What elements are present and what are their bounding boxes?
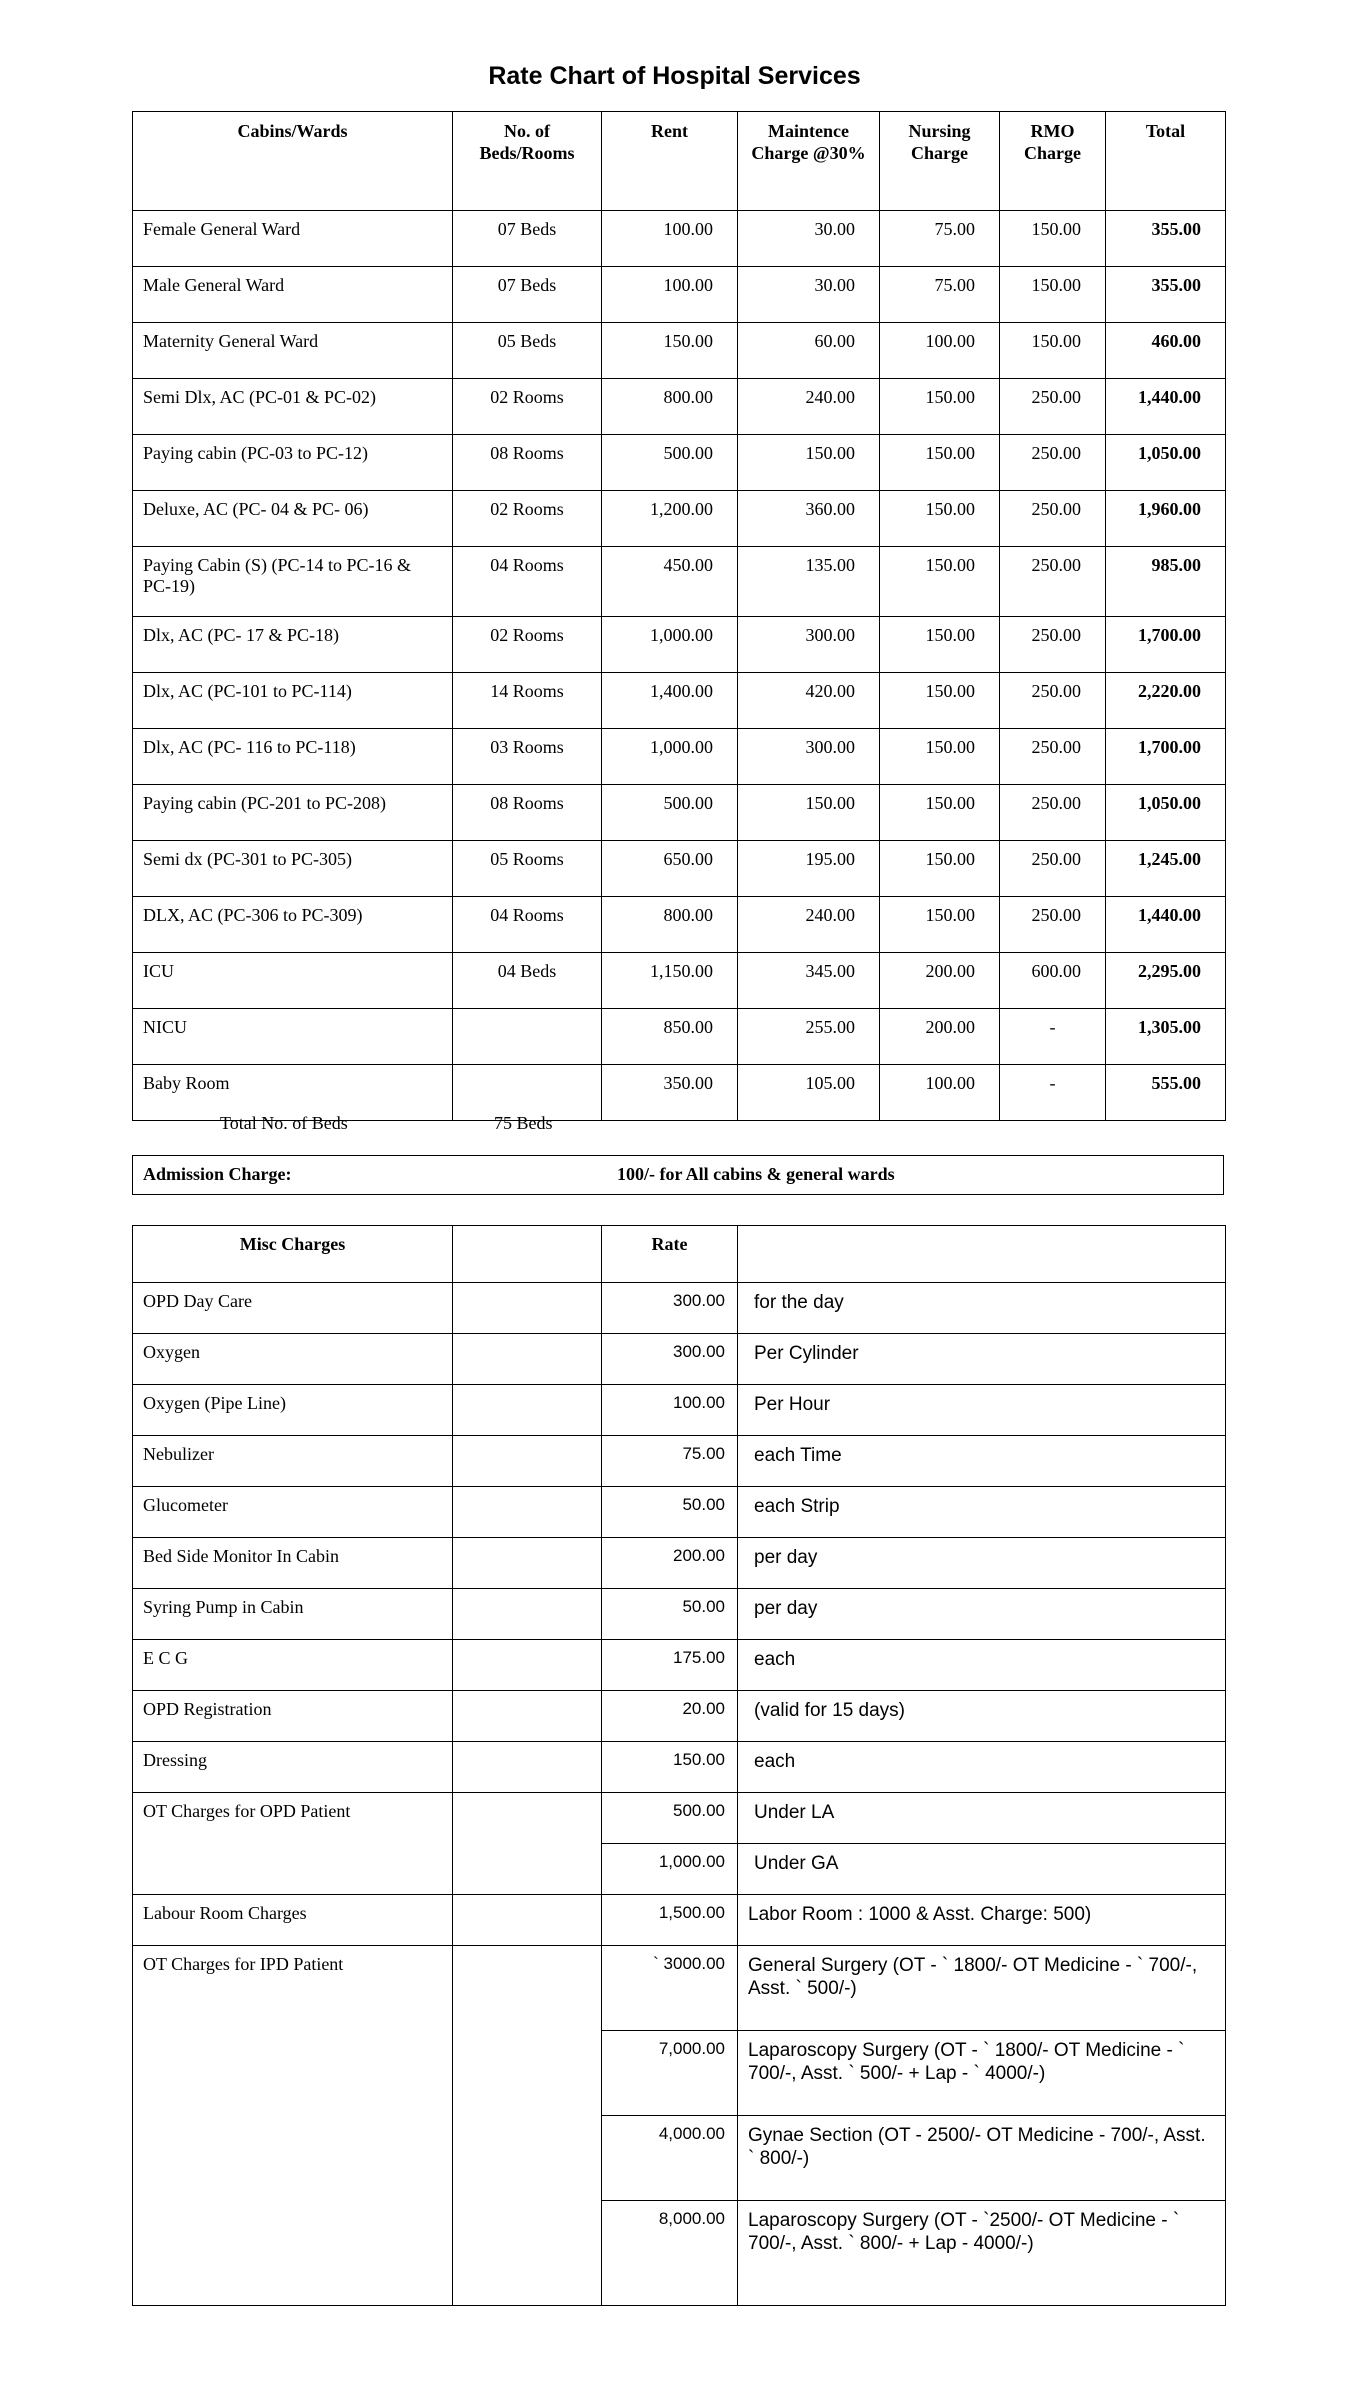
ward-name-cell: Deluxe, AC (PC- 04 & PC- 06) (133, 491, 453, 547)
maintenance-cell: 150.00 (738, 435, 880, 491)
misc-blank-cell (453, 1283, 602, 1334)
beds-rooms-cell: 08 Rooms (453, 435, 602, 491)
misc-desc-cell: Gynae Section (OT - 2500/- OT Medicine - 700/-, Asst. ` 800/-) (738, 2116, 1226, 2201)
maintenance-cell: 105.00 (738, 1065, 880, 1121)
table-row (133, 547, 1226, 617)
nursing-cell: 150.00 (880, 673, 1000, 729)
rent-cell: 100.00 (602, 211, 738, 267)
header-misc-desc (738, 1226, 1226, 1283)
header-rmo: RMO Charge (1000, 112, 1106, 211)
rent-cell: 450.00 (602, 547, 738, 617)
header-maintenance: Maintence Charge @30% (738, 112, 880, 211)
header-misc-blank (453, 1226, 602, 1283)
beds-rooms-cell: 04 Rooms (453, 897, 602, 953)
total-cell: 1,960.00 (1106, 491, 1226, 547)
misc-desc-cell: each Strip (738, 1487, 1226, 1538)
ward-name-cell: Dlx, AC (PC- 116 to PC-118) (133, 729, 453, 785)
total-cell: 2,220.00 (1106, 673, 1226, 729)
total-cell: 1,050.00 (1106, 785, 1226, 841)
table-row (133, 729, 1226, 785)
misc-rate-cell: 1,500.00 (602, 1895, 738, 1946)
rent-cell: 500.00 (602, 435, 738, 491)
maintenance-cell: 345.00 (738, 953, 880, 1009)
rmo-cell: 250.00 (1000, 617, 1106, 673)
maintenance-cell: 30.00 (738, 267, 880, 323)
misc-desc-cell: each (738, 1742, 1226, 1793)
nursing-cell: 200.00 (880, 953, 1000, 1009)
total-cell: 1,050.00 (1106, 435, 1226, 491)
admission-label: Admission Charge: (143, 1164, 292, 1184)
table-row (133, 1385, 1226, 1436)
header-rent: Rent (602, 112, 738, 211)
misc-blank-cell (453, 1334, 602, 1385)
beds-rooms-cell: 08 Rooms (453, 785, 602, 841)
table-row (133, 1691, 1226, 1742)
table-row (133, 1283, 1226, 1334)
misc-desc-cell: General Surgery (OT - ` 1800/- OT Medicine - ` 700/-, Asst. ` 500/-) (738, 1946, 1226, 2031)
table-row (133, 1946, 1226, 2031)
admission-value: 100/- for All cabins & general wards (617, 1164, 895, 1184)
table-row (133, 1334, 1226, 1385)
nursing-cell: 150.00 (880, 785, 1000, 841)
misc-charge-label: Dressing (133, 1742, 453, 1793)
misc-blank-cell (453, 1640, 602, 1691)
total-cell: 1,305.00 (1106, 1009, 1226, 1065)
misc-blank-cell (453, 1589, 602, 1640)
ward-name-cell: ICU (133, 953, 453, 1009)
header-misc-rate: Rate (602, 1226, 738, 1283)
misc-charge-label: Oxygen (133, 1334, 453, 1385)
misc-rate-cell: 1,000.00 (602, 1844, 738, 1895)
maintenance-cell: 255.00 (738, 1009, 880, 1065)
rmo-cell: 150.00 (1000, 211, 1106, 267)
total-cell: 2,295.00 (1106, 953, 1226, 1009)
beds-rooms-cell: 05 Beds (453, 323, 602, 379)
table-row (133, 1742, 1226, 1793)
table-row (133, 1538, 1226, 1589)
misc-desc-cell: Laparoscopy Surgery (OT - ` 1800/- OT Medicine - ` 700/-, Asst. ` 500/- + Lap - ` 4000/-) (738, 2031, 1226, 2116)
table-row (133, 435, 1226, 491)
rent-cell: 800.00 (602, 379, 738, 435)
header-beds-rooms: No. of Beds/Rooms (453, 112, 602, 211)
misc-charge-label: Glucometer (133, 1487, 453, 1538)
misc-blank-cell (453, 1691, 602, 1742)
ward-name-cell: Paying cabin (PC-201 to PC-208) (133, 785, 453, 841)
rent-cell: 1,000.00 (602, 729, 738, 785)
beds-rooms-cell: 03 Rooms (453, 729, 602, 785)
maintenance-cell: 60.00 (738, 323, 880, 379)
rmo-cell: 250.00 (1000, 379, 1106, 435)
misc-blank-cell (453, 1436, 602, 1487)
misc-desc-cell: Under LA (738, 1793, 1226, 1844)
misc-rate-cell: 50.00 (602, 1589, 738, 1640)
table-row (133, 1009, 1226, 1065)
rmo-cell: 250.00 (1000, 673, 1106, 729)
misc-rate-cell: 150.00 (602, 1742, 738, 1793)
rent-cell: 150.00 (602, 323, 738, 379)
rmo-cell: 250.00 (1000, 897, 1106, 953)
header-cabins-wards: Cabins/Wards (133, 112, 453, 211)
total-cell: 1,440.00 (1106, 897, 1226, 953)
beds-rooms-cell: 07 Beds (453, 211, 602, 267)
nursing-cell: 75.00 (880, 211, 1000, 267)
table-row (133, 211, 1226, 267)
ward-name-cell: DLX, AC (PC-306 to PC-309) (133, 897, 453, 953)
ward-name-cell: Dlx, AC (PC-101 to PC-114) (133, 673, 453, 729)
ward-name-cell: Baby Room (133, 1065, 453, 1121)
misc-blank-cell (453, 1538, 602, 1589)
nursing-cell: 150.00 (880, 897, 1000, 953)
table-row (133, 379, 1226, 435)
maintenance-cell: 360.00 (738, 491, 880, 547)
nursing-cell: 150.00 (880, 547, 1000, 617)
nursing-cell: 150.00 (880, 435, 1000, 491)
beds-rooms-cell: 14 Rooms (453, 673, 602, 729)
ward-name-cell: Paying cabin (PC-03 to PC-12) (133, 435, 453, 491)
misc-charge-label: Nebulizer (133, 1436, 453, 1487)
misc-charge-label: E C G (133, 1640, 453, 1691)
table-row (133, 1793, 1226, 1844)
admission-charge-box (132, 1155, 1224, 1195)
misc-desc-cell: per day (738, 1538, 1226, 1589)
ward-name-cell: Semi Dlx, AC (PC-01 & PC-02) (133, 379, 453, 435)
misc-table (132, 1225, 1226, 2306)
rmo-cell: 250.00 (1000, 491, 1106, 547)
total-cell: 460.00 (1106, 323, 1226, 379)
ward-name-cell: Female General Ward (133, 211, 453, 267)
misc-charge-label: Labour Room Charges (133, 1895, 453, 1946)
maintenance-cell: 30.00 (738, 211, 880, 267)
rmo-cell: 250.00 (1000, 729, 1106, 785)
nursing-cell: 150.00 (880, 729, 1000, 785)
maintenance-cell: 240.00 (738, 379, 880, 435)
misc-rate-cell: 4,000.00 (602, 2116, 738, 2201)
table-row (133, 1436, 1226, 1487)
rmo-cell: 600.00 (1000, 953, 1106, 1009)
rent-cell: 500.00 (602, 785, 738, 841)
table-row (133, 1640, 1226, 1691)
table-row (133, 1589, 1226, 1640)
misc-rate-cell: 8,000.00 (602, 2201, 738, 2306)
misc-desc-cell: (valid for 15 days) (738, 1691, 1226, 1742)
misc-rate-cell: 300.00 (602, 1283, 738, 1334)
maintenance-cell: 300.00 (738, 617, 880, 673)
total-cell: 985.00 (1106, 547, 1226, 617)
misc-table-header (133, 1226, 1226, 1283)
rmo-cell: - (1000, 1065, 1106, 1121)
misc-desc-cell: per day (738, 1589, 1226, 1640)
total-cell: 1,245.00 (1106, 841, 1226, 897)
misc-desc-cell: for the day (738, 1283, 1226, 1334)
misc-rate-cell: ` 3000.00 (602, 1946, 738, 2031)
nursing-cell: 150.00 (880, 491, 1000, 547)
rmo-cell: 150.00 (1000, 267, 1106, 323)
misc-blank-cell (453, 1487, 602, 1538)
table-row (133, 617, 1226, 673)
rent-cell: 1,200.00 (602, 491, 738, 547)
ward-name-cell: Semi dx (PC-301 to PC-305) (133, 841, 453, 897)
rate-table (132, 111, 1226, 1121)
rent-cell: 100.00 (602, 267, 738, 323)
rate-table-header (133, 112, 1226, 211)
misc-charge-label: Bed Side Monitor In Cabin (133, 1538, 453, 1589)
misc-rate-cell: 100.00 (602, 1385, 738, 1436)
rent-cell: 1,400.00 (602, 673, 738, 729)
total-cell: 1,700.00 (1106, 617, 1226, 673)
misc-rate-cell: 200.00 (602, 1538, 738, 1589)
maintenance-cell: 135.00 (738, 547, 880, 617)
misc-charge-label: Syring Pump in Cabin (133, 1589, 453, 1640)
misc-rate-cell: 50.00 (602, 1487, 738, 1538)
misc-blank-cell (453, 1742, 602, 1793)
misc-desc-cell: Under GA (738, 1844, 1226, 1895)
beds-rooms-cell: 04 Rooms (453, 547, 602, 617)
total-beds-label: Total No. of Beds (220, 1113, 348, 1133)
nursing-cell: 75.00 (880, 267, 1000, 323)
page-title: Rate Chart of Hospital Services (488, 62, 861, 90)
beds-rooms-cell: 02 Rooms (453, 491, 602, 547)
misc-desc-cell: Laparoscopy Surgery (OT - `2500/- OT Medicine - ` 700/-, Asst. ` 800/- + Lap - 4000/-) (738, 2201, 1226, 2306)
nursing-cell: 100.00 (880, 1065, 1000, 1121)
rmo-cell: - (1000, 1009, 1106, 1065)
rent-cell: 1,150.00 (602, 953, 738, 1009)
misc-desc-cell: Per Hour (738, 1385, 1226, 1436)
rent-cell: 850.00 (602, 1009, 738, 1065)
rent-cell: 350.00 (602, 1065, 738, 1121)
misc-rate-cell: 7,000.00 (602, 2031, 738, 2116)
total-cell: 1,700.00 (1106, 729, 1226, 785)
misc-rate-cell: 75.00 (602, 1436, 738, 1487)
ward-name-cell: Maternity General Ward (133, 323, 453, 379)
misc-charge-label: Oxygen (Pipe Line) (133, 1385, 453, 1436)
beds-rooms-cell (453, 1009, 602, 1065)
rmo-cell: 250.00 (1000, 547, 1106, 617)
misc-charge-label: OT Charges for OPD Patient (133, 1793, 453, 1895)
misc-desc-cell: Labor Room : 1000 & Asst. Charge: 500) (738, 1895, 1226, 1946)
ward-name-cell: Dlx, AC (PC- 17 & PC-18) (133, 617, 453, 673)
ward-name-cell: Paying Cabin (S) (PC-14 to PC-16 & PC-19) (133, 547, 453, 617)
nursing-cell: 100.00 (880, 323, 1000, 379)
maintenance-cell: 240.00 (738, 897, 880, 953)
table-row (133, 785, 1226, 841)
total-cell: 355.00 (1106, 211, 1226, 267)
beds-rooms-cell: 05 Rooms (453, 841, 602, 897)
misc-desc-cell: each Time (738, 1436, 1226, 1487)
beds-rooms-cell: 07 Beds (453, 267, 602, 323)
table-row (133, 841, 1226, 897)
header-total: Total (1106, 112, 1226, 211)
header-nursing: Nursing Charge (880, 112, 1000, 211)
rent-cell: 1,000.00 (602, 617, 738, 673)
misc-blank-cell (453, 1793, 602, 1895)
misc-charge-label: OPD Day Care (133, 1283, 453, 1334)
misc-rate-cell: 500.00 (602, 1793, 738, 1844)
misc-rate-cell: 20.00 (602, 1691, 738, 1742)
ward-name-cell: NICU (133, 1009, 453, 1065)
misc-desc-cell: Per Cylinder (738, 1334, 1226, 1385)
ward-name-cell: Male General Ward (133, 267, 453, 323)
total-cell: 1,440.00 (1106, 379, 1226, 435)
rmo-cell: 150.00 (1000, 323, 1106, 379)
total-cell: 355.00 (1106, 267, 1226, 323)
misc-rate-cell: 175.00 (602, 1640, 738, 1691)
rmo-cell: 250.00 (1000, 785, 1106, 841)
maintenance-cell: 150.00 (738, 785, 880, 841)
misc-blank-cell (453, 1946, 602, 2306)
total-beds-value: 75 Beds (494, 1113, 553, 1133)
table-row (133, 1895, 1226, 1946)
misc-charge-label: OT Charges for IPD Patient (133, 1946, 453, 2306)
beds-rooms-cell: 04 Beds (453, 953, 602, 1009)
maintenance-cell: 195.00 (738, 841, 880, 897)
table-row (133, 953, 1226, 1009)
rent-cell: 650.00 (602, 841, 738, 897)
table-row (133, 1487, 1226, 1538)
nursing-cell: 150.00 (880, 379, 1000, 435)
misc-desc-cell: each (738, 1640, 1226, 1691)
rmo-cell: 250.00 (1000, 841, 1106, 897)
rent-cell: 800.00 (602, 897, 738, 953)
table-row (133, 491, 1226, 547)
misc-charge-label: OPD Registration (133, 1691, 453, 1742)
nursing-cell: 150.00 (880, 841, 1000, 897)
header-misc-charges: Misc Charges (133, 1226, 453, 1283)
maintenance-cell: 300.00 (738, 729, 880, 785)
nursing-cell: 150.00 (880, 617, 1000, 673)
beds-rooms-cell: 02 Rooms (453, 617, 602, 673)
misc-blank-cell (453, 1895, 602, 1946)
table-row (133, 897, 1226, 953)
table-row (133, 673, 1226, 729)
total-cell: 555.00 (1106, 1065, 1226, 1121)
misc-rate-cell: 300.00 (602, 1334, 738, 1385)
nursing-cell: 200.00 (880, 1009, 1000, 1065)
beds-rooms-cell: 02 Rooms (453, 379, 602, 435)
maintenance-cell: 420.00 (738, 673, 880, 729)
misc-blank-cell (453, 1385, 602, 1436)
table-row (133, 323, 1226, 379)
table-row (133, 267, 1226, 323)
rmo-cell: 250.00 (1000, 435, 1106, 491)
